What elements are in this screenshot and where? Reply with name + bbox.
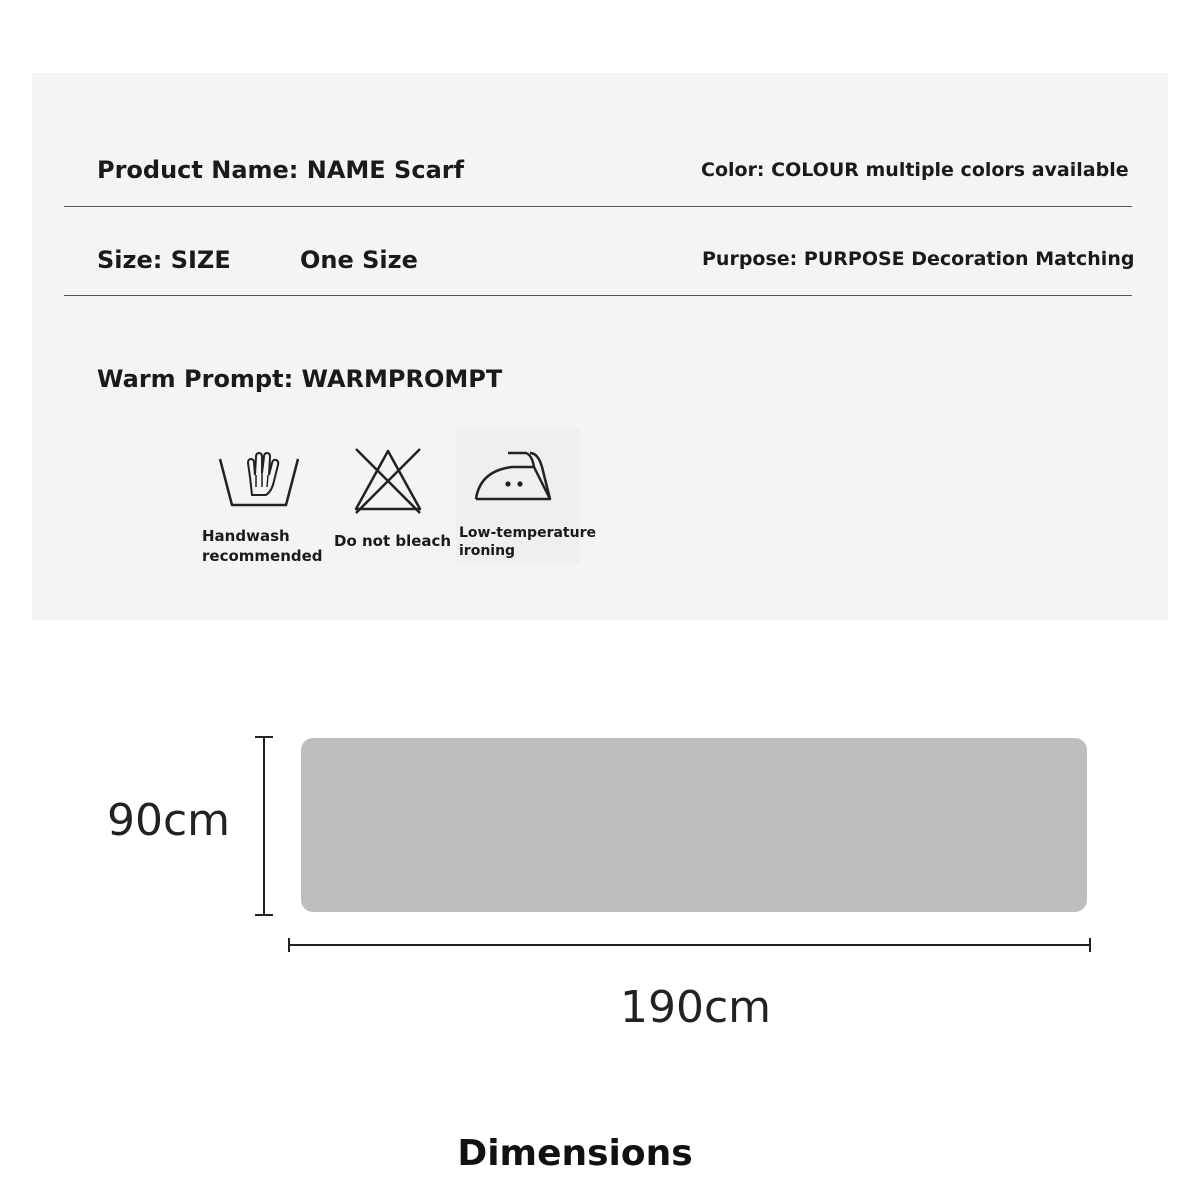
hand-wash-label-line2: recommended (202, 547, 323, 565)
hand-wash-label-line1: Handwash (202, 527, 290, 545)
scarf-shape (301, 738, 1087, 912)
height-dimension-label: 90cm (107, 795, 231, 846)
height-dimension-line (255, 737, 273, 915)
color-label: Color: (701, 159, 765, 181)
size-value: SIZE (170, 246, 231, 274)
purpose-label: Purpose: (702, 248, 798, 270)
product-name-value: NAME Scarf (306, 156, 465, 184)
product-name-label: Product Name: (97, 156, 299, 184)
color-value: COLOUR multiple colors available (771, 159, 1129, 181)
width-dimension-label: 190cm (620, 982, 772, 1033)
purpose-value: PURPOSE Decoration Matching (803, 248, 1135, 270)
dimensions-title: Dimensions (457, 1133, 693, 1174)
width-dimension-line (289, 938, 1090, 952)
warm-prompt-label: Warm Prompt: (97, 365, 294, 393)
iron-label-line1: Low-temperature (459, 525, 596, 541)
size-extra: One Size (300, 246, 418, 274)
no-bleach-label-line1: Do not bleach (334, 532, 452, 550)
warm-prompt-value: WARMPROMPT (301, 365, 503, 393)
size-label: Size: (97, 246, 163, 274)
iron-label-line2: ironing (459, 543, 516, 559)
